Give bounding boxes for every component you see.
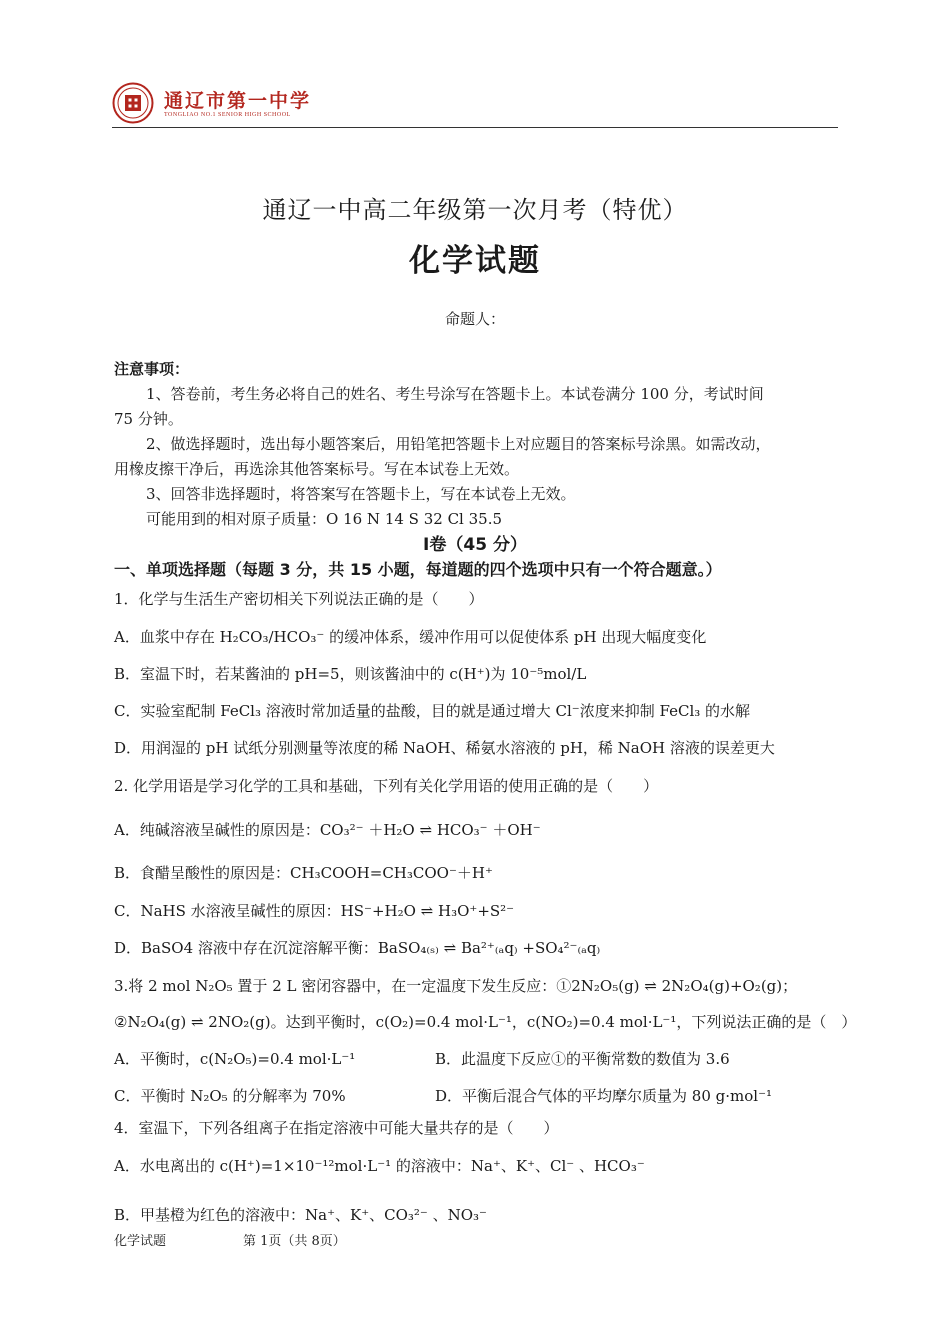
- subject-title: 化学试题: [409, 243, 541, 279]
- question-3-stem-cont: ②N₂O₄(g) ⇌ 2NO₂(g)。达到平衡时，c(O₂)=0.4 mol·L⁻¹，c(NO₂)=0.4 mol·L⁻¹，下列说法正确的是（ ）: [114, 1013, 857, 1031]
- school-name-en: TONGLIAO NO.1 SENIOR HIGH SCHOOL: [164, 112, 291, 118]
- question-2-option-a: A．纯碱溶液呈碱性的原因是：CO₃²⁻ ＋H₂O ⇌ HCO₃⁻ ＋OH⁻: [114, 821, 541, 839]
- notes-item-2-cont: 用橡皮擦干净后，再选涂其他答案标号。写在本试卷上无效。: [114, 460, 520, 478]
- question-1-option-d: D．用润湿的 pH 试纸分别测量等浓度的稀 NaOH、稀氨水溶液的 pH，稀 NaOH 溶液的误差更大: [114, 739, 775, 757]
- notes-item-1: 1、答卷前，考生务必将自己的姓名、考生号涂写在答题卡上。本试卷满分 100 分，考试时间: [146, 385, 764, 403]
- question-4-option-a: A．水电离出的 c(H⁺)=1×10⁻¹²mol·L⁻¹ 的溶液中：Na⁺、K⁺、Cl⁻ 、HCO₃⁻: [114, 1157, 645, 1175]
- question-1-option-a: A．血浆中存在 H₂CO₃/HCO₃⁻ 的缓冲体系，缓冲作用可以促使体系 pH 出现大幅度变化: [114, 628, 707, 646]
- question-2-stem: 2. 化学用语是学习化学的工具和基础，下列有关化学用语的使用正确的是（ ）: [114, 777, 659, 795]
- question-2-option-b: B．食醋呈酸性的原因是：CH₃COOH=CH₃COO⁻＋H⁺: [114, 864, 493, 882]
- section-heading: 一、单项选择题（每题 3 分，共 15 小题，每道题的四个选项中只有一个符合题意。）: [114, 560, 722, 579]
- question-3-option-d: D．平衡后混合气体的平均摩尔质量为 80 g·mol⁻¹: [435, 1087, 773, 1105]
- footer-page-number: 第 1页（共 8页）: [243, 1234, 346, 1249]
- notes-heading: 注意事项：: [114, 360, 190, 378]
- question-3-option-c: C．平衡时 N₂O₅ 的分解率为 70%: [114, 1087, 346, 1105]
- question-3-option-b: B．此温度下反应①的平衡常数的数值为 3.6: [435, 1050, 730, 1068]
- question-2-option-d: D．BaSO4 溶液中存在沉淀溶解平衡：BaSO₄₍ₛ₎ ⇌ Ba²⁺₍ₐq₎ +SO₄²⁻₍ₐq₎: [114, 939, 601, 957]
- author-line: 命题人：: [444, 310, 505, 328]
- exam-title: 通辽一中高二年级第一次月考（特优）: [262, 196, 688, 224]
- question-4-stem: 4．室温下，下列各组离子在指定溶液中可能大量共存的是（ ）: [114, 1119, 559, 1137]
- question-4-option-b: B．甲基橙为红色的溶液中：Na⁺、K⁺、CO₃²⁻ 、NO₃⁻: [114, 1206, 487, 1224]
- footer-subject: 化学试题: [114, 1234, 167, 1249]
- question-2-option-c: C．NaHS 水溶液呈碱性的原因：HS⁻+H₂O ⇌ H₃O⁺+S²⁻: [114, 902, 515, 920]
- section-title: I卷（45 分）: [423, 535, 527, 555]
- question-3-stem: 3.将 2 mol N₂O₅ 置于 2 L 密闭容器中，在一定温度下发生反应：①2N₂O₅(g) ⇌ 2N₂O₄(g)+O₂(g)；: [114, 977, 798, 995]
- question-1-option-b: B．室温下时，若某酱油的 pH=5，则该酱油中的 c(H⁺)为 10⁻⁵mol/L: [114, 665, 587, 683]
- header-divider: [112, 127, 838, 128]
- school-header: [112, 80, 838, 130]
- atomic-masses: 可能用到的相对原子质量：O 16 N 14 S 32 Cl 35.5: [146, 510, 503, 528]
- notes-item-2: 2、做选择题时，选出每小题答案后，用铅笔把答题卡上对应题目的答案标号涂黑。如需改动，: [146, 435, 771, 453]
- notes-item-1-cont: 75 分钟。: [114, 410, 183, 428]
- question-1-stem: 1．化学与生活生产密切相关下列说法正确的是（ ）: [114, 590, 484, 608]
- question-3-option-a: A．平衡时，c(N₂O₅)=0.4 mol·L⁻¹: [114, 1050, 356, 1068]
- school-logo-icon: [112, 82, 154, 124]
- school-name: 通辽市第一中学: [164, 90, 312, 112]
- question-1-option-c: C．实验室配制 FeCl₃ 溶液时常加适量的盐酸，目的就是通过增大 Cl⁻浓度来抑制 FeCl₃ 的水解: [114, 702, 751, 720]
- notes-item-3: 3、回答非选择题时，将答案写在答题卡上，写在本试卷上无效。: [146, 485, 576, 503]
